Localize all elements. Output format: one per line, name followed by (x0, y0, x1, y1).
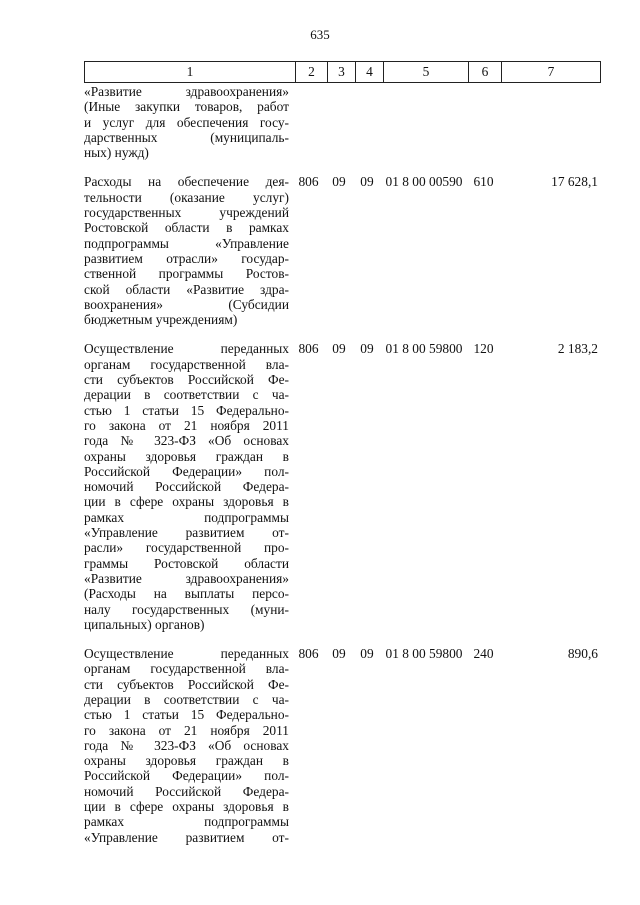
amount: 2 183,2 (557, 341, 598, 357)
description-line: ственной программы Ростов- (84, 266, 289, 282)
expense-type-code: 240 (473, 646, 494, 662)
admin-code: 806 (298, 646, 319, 662)
table-row (84, 84, 600, 160)
description-line: стью 1 статьи 15 Федерально- (84, 707, 289, 723)
row-description (84, 646, 292, 845)
description-line: номочий Российской Федера- (84, 479, 289, 495)
row-description (84, 174, 292, 327)
column-header-5: 5 (384, 62, 469, 83)
section-code: 09 (332, 646, 346, 662)
description-line: органам государственной вла- (84, 661, 289, 677)
description-line: Ростовской области в рамках (84, 220, 289, 236)
description-line: Осуществление переданных (84, 341, 289, 357)
column-header-2: 2 (296, 62, 328, 83)
description-line: стью 1 статьи 15 Федерально- (84, 402, 289, 418)
column-header-7: 7 (502, 62, 601, 83)
description-line: граммы Ростовской области (84, 555, 289, 571)
column-header-4: 4 (356, 62, 384, 83)
description-line: налу государственных (муни- (84, 601, 289, 617)
description-line: воохранения» (Субсидии (84, 296, 289, 312)
description-line: сти субъектов Российской Фе- (84, 372, 289, 388)
description-line: рамках подпрограммы (84, 814, 289, 830)
subsection-code: 09 (360, 646, 374, 662)
expense-type-code: 120 (473, 341, 494, 357)
description-line: (Иные закупки товаров, работ (84, 99, 289, 115)
description-line: «Управление развитием от- (84, 829, 289, 845)
description-line: ных) нужд) (84, 145, 149, 161)
subsection-code: 09 (360, 174, 374, 190)
description-line: сти субъектов Российской Фе- (84, 676, 289, 692)
description-line: года № 323-ФЗ «Об основах (84, 737, 289, 753)
description-line: «Развитие здравоохранения» (84, 570, 289, 586)
table-row (84, 646, 600, 845)
column-header-table (84, 61, 601, 83)
row-description (84, 84, 292, 160)
description-line: ципальных) органов) (84, 616, 205, 632)
description-line: рамках подпрограммы (84, 509, 289, 525)
section-code: 09 (332, 174, 346, 190)
description-line: органам государственной вла- (84, 356, 289, 372)
description-line: дерации в соответствии с ча- (84, 387, 289, 403)
description-line: Осуществление переданных (84, 646, 289, 662)
target-article-code: 01 8 00 00590 (385, 174, 463, 190)
table-row (84, 174, 600, 327)
description-line: подпрограммы «Управление (84, 235, 289, 251)
description-line: ской области «Развитие здра- (84, 281, 289, 297)
description-line: бюджетным учреждениям) (84, 312, 238, 328)
admin-code: 806 (298, 174, 319, 190)
description-line: Российской Федерации» пол- (84, 463, 289, 479)
description-line: Расходы на обеспечение дея- (84, 174, 289, 190)
admin-code: 806 (298, 341, 319, 357)
description-line: расли» государственной про- (84, 540, 289, 556)
description-line: и услуг для обеспечения госу- (84, 114, 289, 130)
description-line: Российской Федерации» пол- (84, 768, 289, 784)
amount: 17 628,1 (551, 174, 598, 190)
description-line: года № 323-ФЗ «Об основах (84, 433, 289, 449)
description-line: «Управление развитием от- (84, 525, 289, 541)
description-line: государственных учреждений (84, 205, 289, 221)
budget-rows (84, 84, 600, 859)
column-header-6: 6 (469, 62, 502, 83)
description-line: тельности (оказание услуг) (84, 189, 289, 205)
description-line: (Расходы на выплаты персо- (84, 586, 289, 602)
amount: 890,6 (567, 646, 598, 662)
table-row (84, 341, 600, 632)
description-line: дарственных (муниципаль- (84, 129, 289, 145)
description-line: го закона от 21 ноября 2011 (84, 417, 289, 433)
target-article-code: 01 8 00 59800 (385, 341, 463, 357)
description-line: ции в сфере охраны здоровья в (84, 494, 289, 510)
page-number: 635 (310, 27, 330, 42)
row-description (84, 341, 292, 632)
description-line: развитием отрасли» государ- (84, 250, 289, 266)
section-code: 09 (332, 341, 346, 357)
description-line: го закона от 21 ноября 2011 (84, 722, 289, 738)
target-article-code: 01 8 00 59800 (385, 646, 463, 662)
column-header-1: 1 (85, 62, 296, 83)
column-header-3: 3 (328, 62, 356, 83)
expense-type-code: 610 (473, 174, 494, 190)
subsection-code: 09 (360, 341, 374, 357)
description-line: охраны здоровья граждан в (84, 448, 289, 464)
description-line: охраны здоровья граждан в (84, 753, 289, 769)
description-line: «Развитие здравоохранения» (84, 84, 289, 99)
description-line: номочий Российской Федера- (84, 783, 289, 799)
description-line: дерации в соответствии с ча- (84, 691, 289, 707)
description-line: ции в сфере охраны здоровья в (84, 799, 289, 815)
column-header-row (85, 62, 601, 83)
